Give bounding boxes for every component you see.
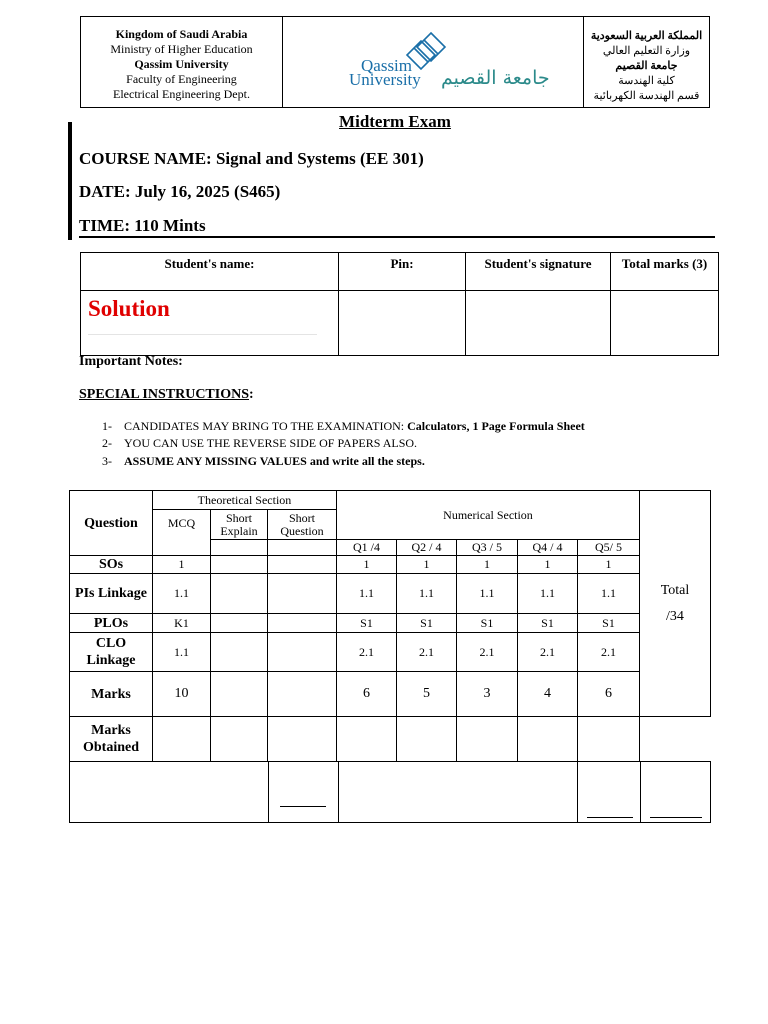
university-logo [343, 27, 550, 97]
table-row: Marks 10 6 5 3 4 6 [70, 672, 711, 717]
student-info-table [80, 252, 719, 356]
theoretical-subtotal-line[interactable] [280, 806, 326, 807]
solution-text: Solution [88, 296, 170, 321]
course-name: COURSE NAME: Signal and Systems (EE 301) [79, 149, 424, 168]
marks-table [69, 490, 711, 762]
numerical-subtotal-line[interactable] [587, 817, 633, 818]
header-line-4: Faculty of Engineering [126, 72, 237, 86]
q2-marks-obtained[interactable] [397, 717, 457, 762]
university-header [80, 16, 710, 108]
pin-header: Pin: [339, 253, 466, 291]
header-line-1: Kingdom of Saudi Arabia [115, 27, 248, 41]
header-ar-line-2: وزارة التعليم العالي [602, 45, 691, 57]
table-row: PIs Linkage 1.1 1.1 1.1 1.1 1.1 1.1 [70, 574, 711, 614]
instruction-1: 1- CANDIDATES MAY BRING TO THE EXAMINATION: Calculators, 1 Page Formula Sheet [102, 419, 585, 433]
header-ar-line-4: كلية الهندسة [618, 75, 675, 87]
exam-date: DATE: July 16, 2025 (S465) [79, 182, 281, 201]
q5-marks-obtained[interactable] [578, 717, 640, 762]
name-underline [88, 334, 317, 335]
header-left-block [81, 17, 283, 107]
q2-header: Q2 / 4 [397, 540, 457, 556]
special-instructions-heading: SPECIAL INSTRUCTIONS: [79, 387, 254, 402]
q5-header: Q5/ 5 [578, 540, 640, 556]
student-name-header: Student's name: [81, 253, 339, 291]
pin-cell[interactable] [339, 291, 466, 356]
instruction-2: 2- YOU CAN USE THE REVERSE SIDE OF PAPERS ALSO. [102, 436, 418, 450]
header-ar-line-3: جامعة القصيم [615, 60, 678, 72]
q4-header: Q4 / 4 [518, 540, 578, 556]
table-row: Marks Obtained [70, 717, 711, 762]
header-line-3: Qassim University [134, 57, 229, 71]
q1-marks-obtained[interactable] [337, 717, 397, 762]
theoretical-section-header: Theoretical Section [153, 491, 337, 510]
numerical-section-header: Numerical Section [337, 491, 640, 540]
mcq-marks-obtained[interactable] [153, 717, 211, 762]
exam-time: TIME: 110 Mints [79, 216, 206, 235]
q3-header: Q3 / 5 [457, 540, 518, 556]
table-row: SOs 1 1 1 1 1 1 [70, 556, 711, 574]
signature-cell[interactable] [466, 291, 611, 356]
mcq-header: MCQ [153, 510, 211, 556]
instruction-3: 3- ASSUME ANY MISSING VALUES and write all the steps. [102, 454, 425, 468]
header-ar-line-5: قسم الهندسة الكهربائية [593, 90, 700, 102]
header-line-2: Ministry of Higher Education [110, 42, 253, 56]
q4-marks-obtained[interactable] [518, 717, 578, 762]
total-subtotal-line[interactable] [650, 817, 702, 818]
subtotal-row [69, 761, 711, 823]
logo-text-english: Qassim University [349, 56, 421, 89]
divider [79, 236, 715, 238]
table-row: CLO Linkage 1.1 2.1 2.1 2.1 2.1 2.1 [70, 633, 711, 672]
total-cell: Total /34 [640, 491, 711, 717]
total-marks-header: Total marks (3) [611, 253, 719, 291]
q3-marks-obtained[interactable] [457, 717, 518, 762]
header-right-block [583, 17, 709, 107]
table-row: PLOs K1 S1 S1 S1 S1 S1 [70, 614, 711, 633]
question-header: Question [70, 491, 153, 556]
exam-title: Midterm Exam [339, 112, 451, 131]
student-name-cell[interactable] [81, 291, 339, 356]
short-explain-header: Short Explain [211, 510, 268, 540]
short-question-header: Short Question [268, 510, 337, 540]
header-line-5: Electrical Engineering Dept. [113, 87, 250, 101]
header-ar-line-1: المملكة العربية السعودية [590, 30, 703, 42]
left-margin-bar [68, 122, 72, 240]
q1-header: Q1 /4 [337, 540, 397, 556]
signature-header: Student's signature [466, 253, 611, 291]
logo-text-arabic: جامعة القصيم [441, 67, 550, 89]
important-notes: Important Notes: [79, 354, 183, 369]
total-marks-cell[interactable] [611, 291, 719, 356]
